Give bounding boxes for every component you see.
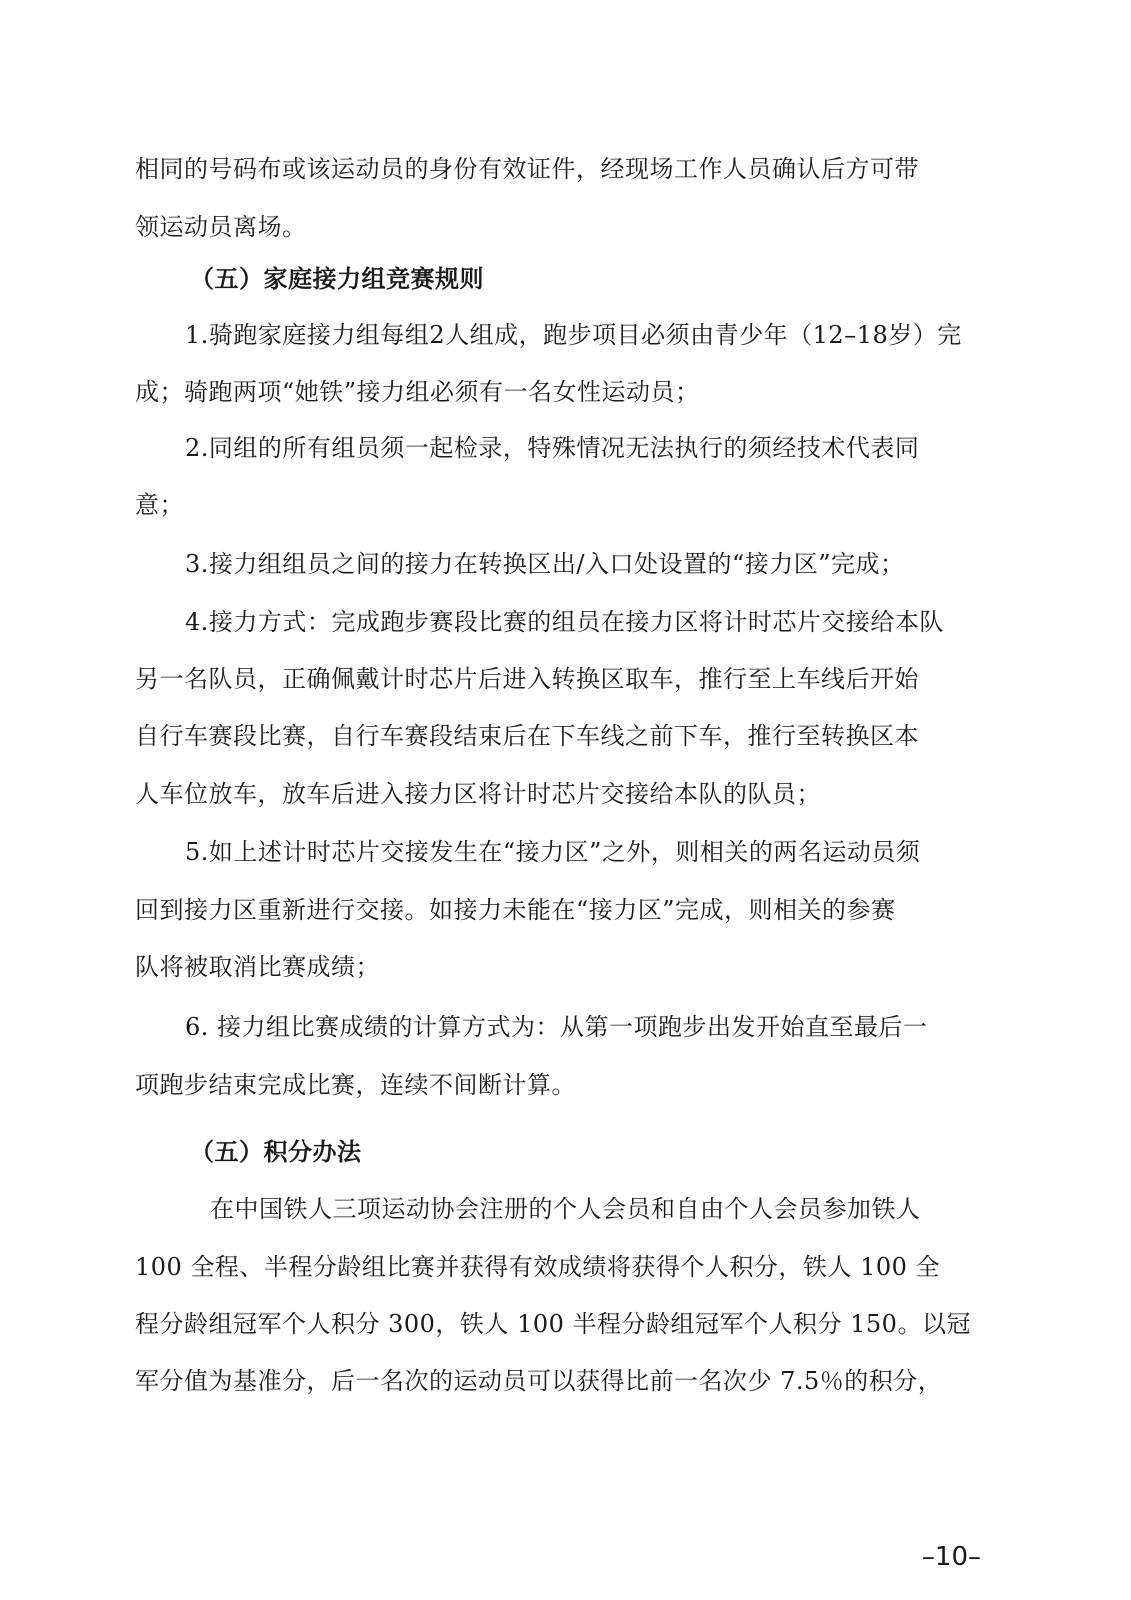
body-text-line: 成；骑跑两项“她铁”接力组必须有一名女性运动员； [135, 378, 700, 406]
body-text-line: 人车位放车，放车后进入接力区将计时芯片交接给本队的队员； [135, 780, 821, 808]
body-text-line: 3.接力组组员之间的接力在转换区出/入口处设置的“接力区”完成； [185, 550, 905, 578]
body-text-line: 相同的号码布或该运动员的身份有效证件，经现场工作人员确认后方可带 [135, 155, 919, 183]
body-text-line: 2.同组的所有组员须一起检录，特殊情况无法执行的须经技术代表同 [185, 434, 920, 462]
body-text-line: 意； [135, 491, 184, 519]
body-text-line: 自行车赛段比赛，自行车赛段结束后在下车线之前下车，推行至转换区本 [135, 722, 919, 750]
body-text-line: 队将被取消比赛成绩； [135, 953, 380, 981]
body-text-line: 1.骑跑家庭接力组每组2人组成，跑步项目必须由青少年（12–18岁）完 [185, 321, 962, 349]
body-text-line: 军分值为基准分，后一名次的运动员可以获得比前一名次少 7.5％的积分， [135, 1367, 943, 1395]
section-heading-points: （五）积分办法 [190, 1137, 362, 1166]
body-text-line: 领运动员离场。 [135, 213, 307, 241]
section-heading-family-relay: （五）家庭接力组竞赛规则 [190, 264, 484, 293]
body-text-line: 6. 接力组比赛成绩的计算方式为：从第一项跑步出发开始直至最后一 [185, 1013, 928, 1041]
body-text-line: 100 全程、半程分龄组比赛并获得有效成绩将获得个人积分，铁人 100 全 [135, 1253, 941, 1281]
page-number: –10– [921, 1542, 981, 1572]
body-text-line: 另一名队员，正确佩戴计时芯片后进入转换区取车，推行至上车线后开始 [135, 665, 919, 693]
body-text-line: 项跑步结束完成比赛，连续不间断计算。 [135, 1071, 576, 1099]
body-text-line: 4.接力方式：完成跑步赛段比赛的组员在接力区将计时芯片交接给本队 [185, 608, 944, 636]
body-text-line: 程分龄组冠军个人积分 300，铁人 100 半程分龄组冠军个人积分 150。以冠 [135, 1310, 971, 1338]
body-text-line: 在中国铁人三项运动协会注册的个人会员和自由个人会员参加铁人 [210, 1195, 921, 1223]
body-text-line: 回到接力区重新进行交接。如接力未能在“接力区”完成，则相关的参赛 [135, 896, 896, 924]
body-text-line: 5.如上述计时芯片交接发生在“接力区”之外，则相关的两名运动员须 [185, 838, 921, 866]
